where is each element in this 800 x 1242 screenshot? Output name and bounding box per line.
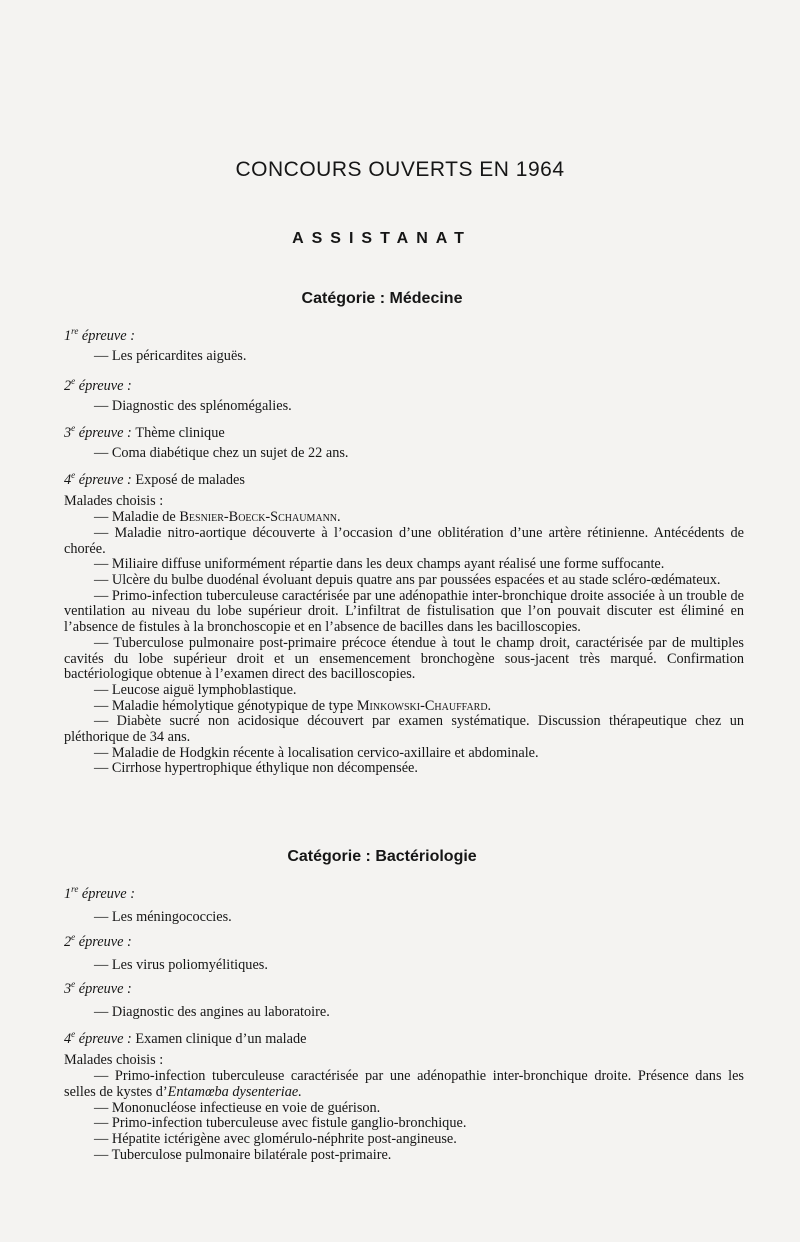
malades-label: Malades choisis :: [64, 493, 164, 510]
epreuve-label: 4e épreuve : Examen clinique d’un malade: [64, 1029, 307, 1047]
malade-item: — Maladie nitro-aortique découverte à l’occasion d’une oblitération d’une artère rétinienne. Antécédents de chorée.: [64, 524, 744, 557]
malade-item: — Miliaire diffuse uniformément répartie dans les deux champs ayant réalisé une forme suffocante.: [94, 556, 665, 573]
epreuve-label: 4e épreuve : Exposé de malades: [64, 470, 245, 488]
malade-item: — Tuberculose pulmonaire post-primaire précoce étendue à tout le champ droit, caractérisée par de multiples cavités du lobe supérieur droit et un ensemencement bronchogène sous-jacent très marqué. Confirmation bactériologique obtenue à l’examen direct des bacilloscopies.: [64, 634, 744, 683]
epreuve-1-bacterio: [64, 882, 744, 926]
malade-item: — Hépatite ictérigène avec glomérulo-néphrite post-angineuse.: [94, 1130, 457, 1147]
malade-item: — Maladie de Hodgkin récente à localisation cervico-axillaire et abdominale.: [94, 744, 539, 761]
epreuve-4-bacterio: [64, 1027, 744, 1163]
epreuve-label: 3e épreuve :: [64, 979, 132, 997]
epreuve-label: 3e épreuve : Thème clinique: [64, 423, 225, 441]
epreuve-2-medecine: [64, 374, 744, 415]
malade-item: — Maladie hémolytique génotypique de type Minkowski-Chauffard.: [94, 697, 492, 714]
epreuve-subject: — Diagnostic des angines au laboratoire.: [94, 1004, 330, 1021]
category-heading-bacteriologie: Catégorie : Bactériologie: [287, 848, 477, 865]
epreuve-label: 1re épreuve :: [64, 884, 135, 902]
malade-item: — Mononucléose infectieuse en voie de guérison.: [94, 1099, 381, 1116]
epreuve-subject: — Les méningococcies.: [94, 909, 232, 926]
malade-item: — Ulcère du bulbe duodénal évoluant depuis quatre ans par poussées espacées et au stade scléro-œdémateux.: [94, 571, 721, 588]
epreuve-label: 2e épreuve :: [64, 932, 132, 950]
epreuve-subject: — Les virus poliomyélitiques.: [94, 957, 268, 974]
epreuve-subject: — Les péricardites aiguës.: [94, 348, 247, 365]
epreuve-subject: — Diagnostic des splénomégalies.: [94, 398, 292, 415]
epreuve-2-bacterio: [64, 930, 744, 974]
malade-item: — Primo-infection tuberculeuse caractérisée par une adénopathie inter-bronchique droite. Présence dans les selles de kystes d’Entamœba dysenteriae.: [64, 1068, 744, 1100]
epreuve-label: 1re épreuve :: [64, 326, 135, 344]
malade-item: — Cirrhose hypertrophique éthylique non décompensée.: [94, 760, 418, 777]
epreuve-label: 2e épreuve :: [64, 376, 132, 394]
malade-item: — Diabète sucré non acidosique découvert par examen systématique. Discussion thérapeutique chez un pléthorique de 34 ans.: [64, 713, 744, 746]
section-title: ASSISTANAT: [292, 230, 472, 247]
malade-item: — Tuberculose pulmonaire bilatérale post-primaire.: [94, 1146, 392, 1163]
epreuve-3-bacterio: [64, 977, 744, 1021]
category-heading-medecine: Catégorie : Médecine: [301, 290, 463, 307]
malade-item: — Primo-infection tuberculeuse caractérisée par une adénopathie inter-bronchique droite associée à un trouble de ventilation au niveau du lobe supérieur droit. L’infiltrat de fistulisation que l’on pouvait discuter est éliminé en l’absence de fistules à la bronchoscopie et en l’absence de bacilles dans les bacilloscopies.: [64, 587, 744, 636]
malades-label: Malades choisis :: [64, 1052, 164, 1069]
epreuve-3-medecine: [64, 421, 744, 462]
malade-item: — Maladie de Besnier-Boeck-Schaumann.: [94, 509, 341, 526]
malade-item: — Leucose aiguë lymphoblastique.: [94, 681, 297, 698]
epreuve-4-medecine: [64, 468, 744, 777]
epreuve-1-medecine: [64, 324, 744, 365]
page-title: CONCOURS OUVERTS EN 1964: [235, 158, 565, 181]
epreuve-subject: — Coma diabétique chez un sujet de 22 ans.: [94, 445, 349, 462]
malade-item: — Primo-infection tuberculeuse avec fistule ganglio-bronchique.: [94, 1115, 467, 1132]
